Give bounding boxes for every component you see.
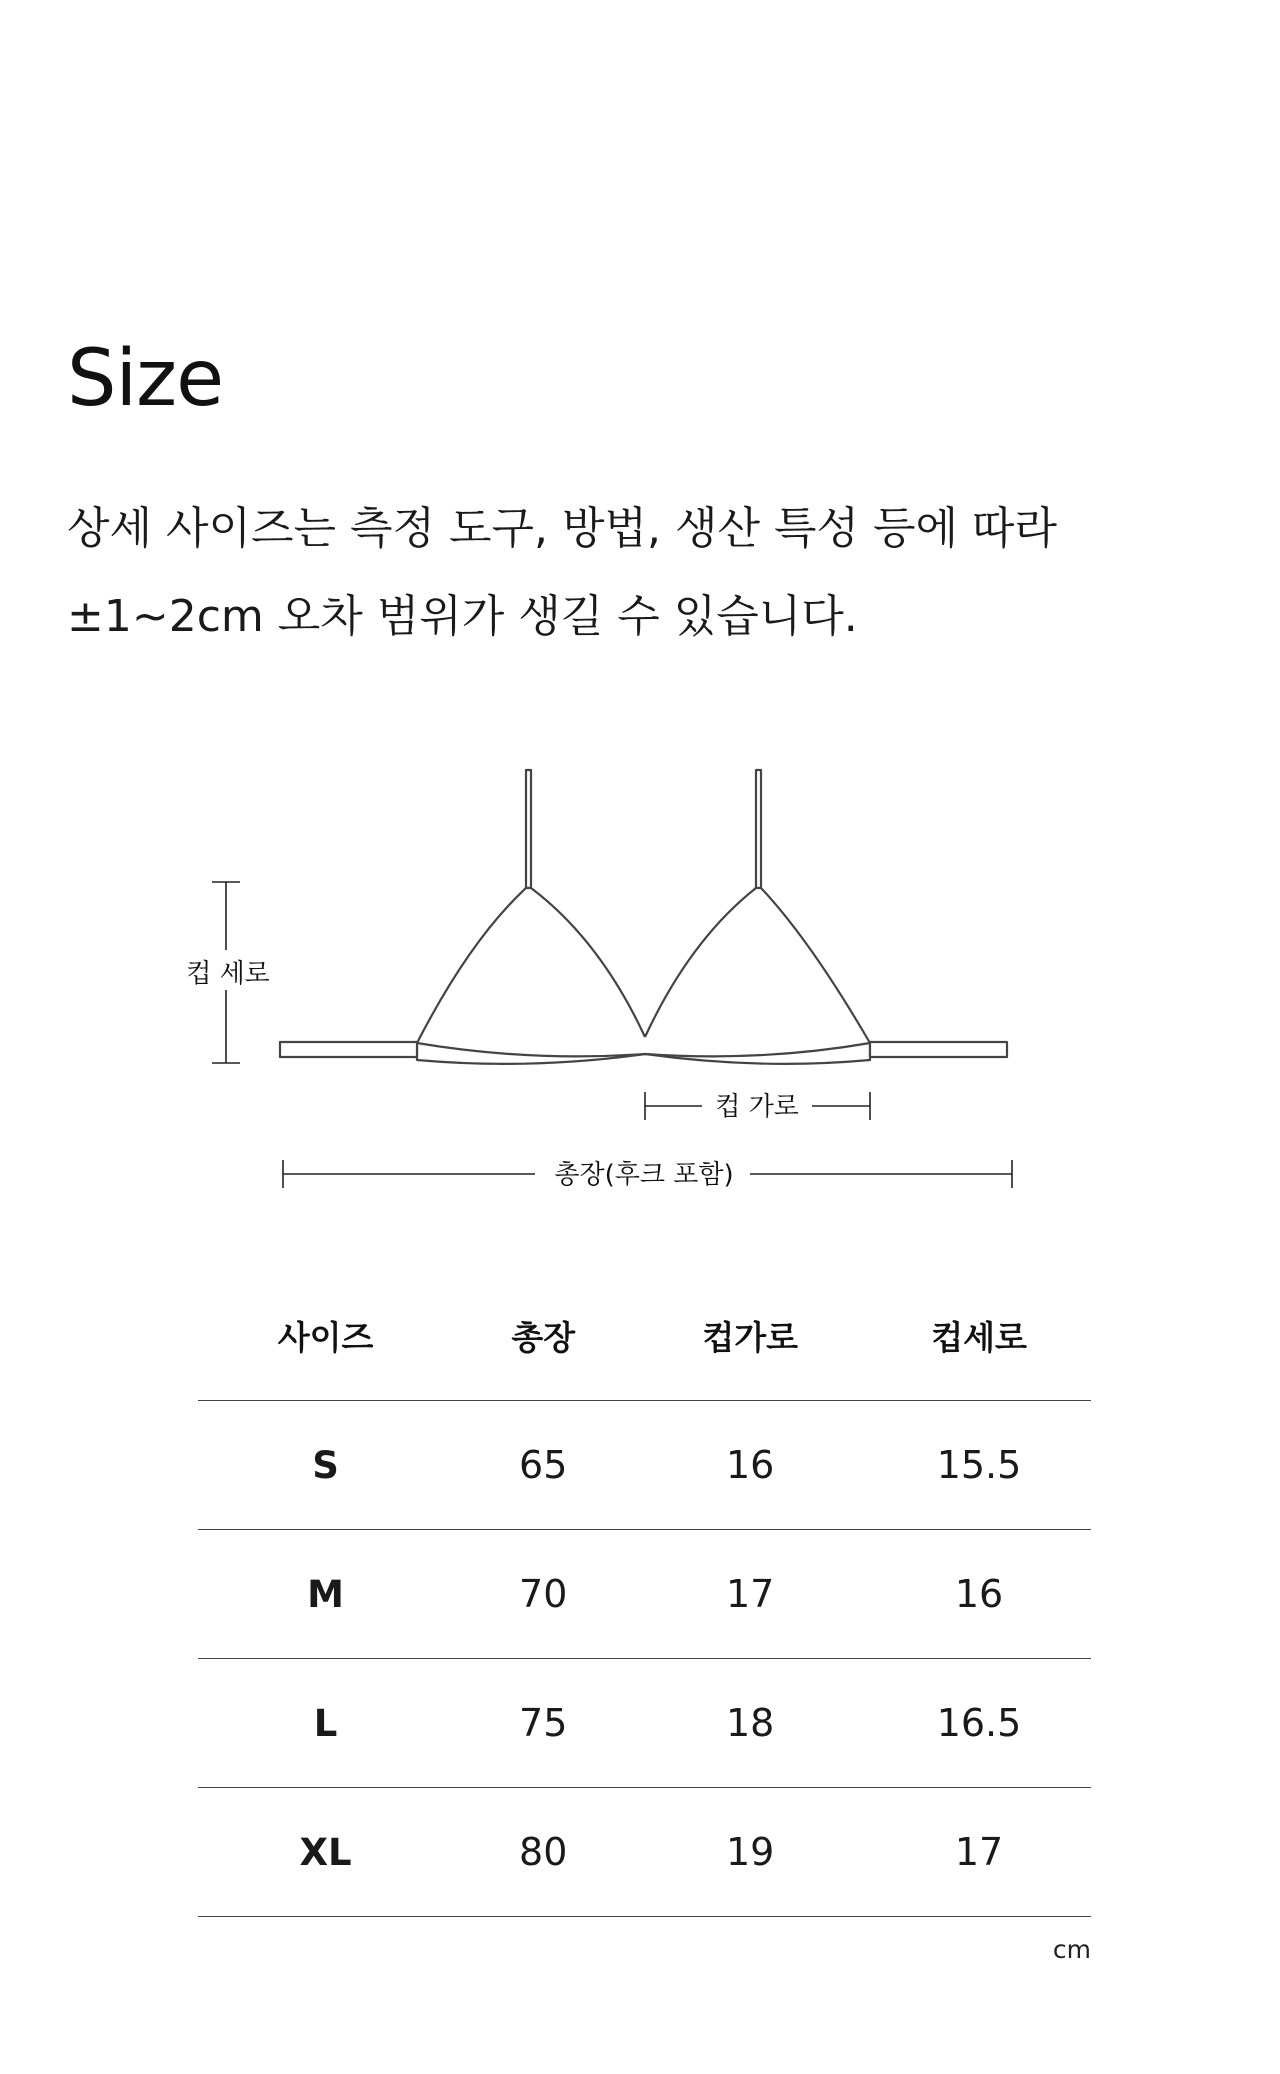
- size-disclaimer: [67, 485, 1217, 661]
- size-cell: S: [312, 1443, 339, 1487]
- right-band: [870, 1042, 1007, 1057]
- size-table: [198, 1270, 1091, 1917]
- disclaimer-line-2: ±1~2cm 오차 범위가 생길 수 있습니다.: [67, 591, 858, 642]
- total-length-cell: 80: [519, 1830, 568, 1874]
- total-length-cell: 75: [519, 1701, 568, 1745]
- size-cell: M: [307, 1572, 344, 1616]
- header-size: 사이즈: [277, 1317, 374, 1357]
- total-length-label: 총장(후크 포함): [554, 1160, 734, 1190]
- left-cup: [417, 888, 645, 1043]
- table-row: [198, 1401, 1091, 1530]
- cup-height-cell: 15.5: [936, 1443, 1022, 1487]
- cup-height-label: 컵 세로: [186, 959, 270, 989]
- size-cell: XL: [299, 1830, 352, 1874]
- bra-measurement-diagram: [0, 740, 1280, 1210]
- page-title: Size: [67, 334, 224, 424]
- header-cup-width: 컵가로: [702, 1317, 798, 1357]
- table-header-row: [198, 1270, 1091, 1401]
- cup-width-label: 컵 가로: [715, 1092, 799, 1122]
- total-length-cell: 70: [519, 1572, 568, 1616]
- size-cell: L: [313, 1701, 338, 1745]
- left-strap: [526, 770, 531, 888]
- left-band: [280, 1042, 417, 1057]
- cup-height-cell: 16: [954, 1572, 1004, 1616]
- table-row: [198, 1530, 1091, 1659]
- cup-height-cell: 17: [954, 1830, 1004, 1874]
- cup-width-cell: 17: [725, 1572, 775, 1616]
- total-length-cell: 65: [519, 1443, 568, 1487]
- right-strap: [756, 770, 761, 888]
- header-cup-height: 컵세로: [931, 1317, 1027, 1357]
- cup-width-cell: 16: [725, 1443, 775, 1487]
- table-row: [198, 1659, 1091, 1788]
- unit-label: cm: [1052, 1935, 1091, 1964]
- cup-width-cell: 19: [725, 1830, 775, 1874]
- cup-height-cell: 16.5: [936, 1701, 1022, 1745]
- table-row: [198, 1788, 1091, 1917]
- cup-width-cell: 18: [725, 1701, 775, 1745]
- header-total-length: 총장: [511, 1317, 576, 1357]
- disclaimer-line-1: 상세 사이즈는 측정 도구, 방법, 생산 특성 등에 따라: [67, 503, 1057, 554]
- right-cup: [645, 888, 870, 1043]
